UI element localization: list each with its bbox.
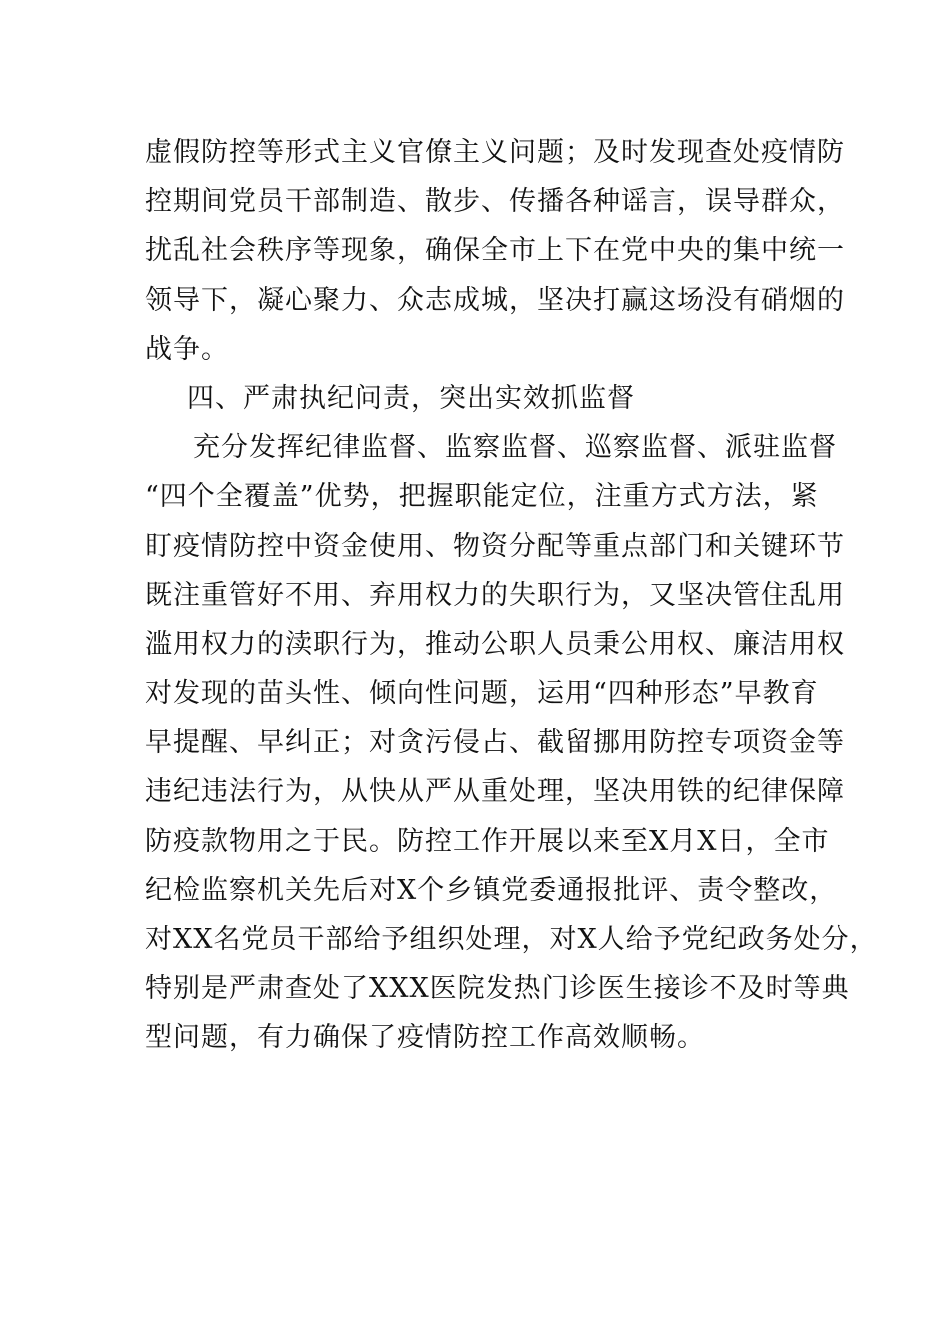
section-heading: 四、严肃执纪问责，突出实效抓监督 [187,382,635,414]
text-line: 滥用权力的渎职行为，推动公职人员秉公用权、廉洁用权 [145,628,845,660]
text-line: 对发现的苗头性、倾向性问题，运用“四种形态”早教育 [145,678,819,710]
text-line: 违纪违法行为，从快从严从重处理，坚决用铁的纪律保障 [145,776,845,808]
text-line: 特别是严肃查处了XXX医院发热门诊医生接诊不及时等典 [145,973,850,1005]
text-line: 型问题，有力确保了疫情防控工作高效顺畅。 [145,1022,705,1054]
text-line: 领导下，凝心聚力、众志成城，坚决打赢这场没有硝烟的 [145,284,845,316]
text-line: “四个全覆盖”优势，把握职能定位，注重方式方法，紧 [145,481,819,513]
text-line: 早提醒、早纠正；对贪污侵占、截留挪用防控专项资金等 [145,727,845,759]
text-line: 对XX名党员干部给予组织处理，对X人给予党纪政务处分， [145,924,878,955]
text-line: 虚假防控等形式主义官僚主义问题；及时发现查处疫情防 [145,137,845,168]
text-line: 控期间党员干部制造、散步、传播各种谣言，误导群众， [145,186,845,218]
paragraph-first-line: 充分发挥纪律监督、监察监督、巡察监督、派驻监督 [193,432,837,464]
text-line: 既注重管好不用、弃用权力的失职行为，又坚决管住乱用 [145,579,845,611]
body-text [145,128,878,1063]
text-line: 纪检监察机关先后对X个乡镇党委通报批评、责令整改， [145,874,838,906]
text-line: 防疫款物用之于民。防控工作开展以来至X月X日，全市 [145,825,830,857]
text-line: 扰乱社会秩序等现象，确保全市上下在党中央的集中统一 [145,235,845,267]
text-line: 战争。 [145,333,229,365]
text-line: 盯疫情防控中资金使用、物资分配等重点部门和关键环节 [145,530,845,562]
